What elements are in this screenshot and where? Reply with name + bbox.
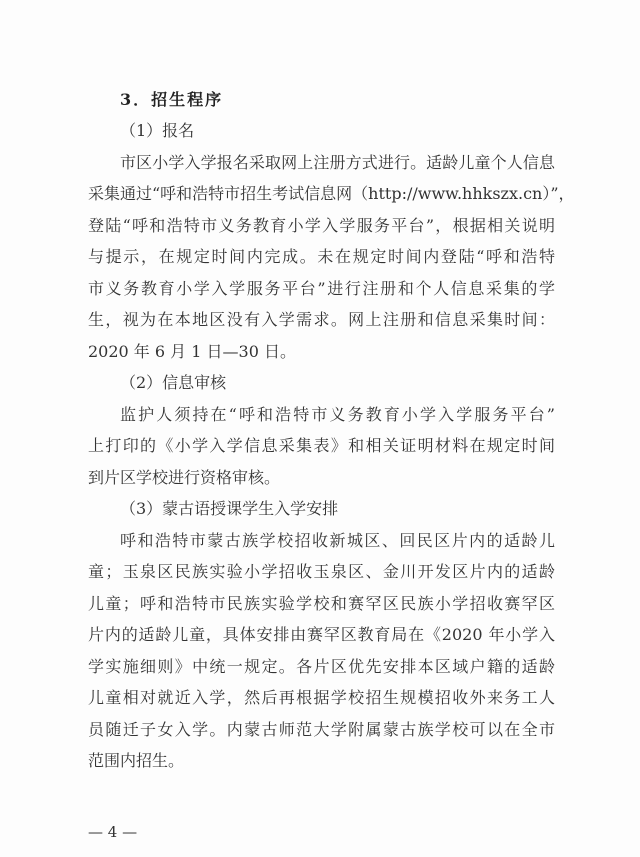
- paragraph-line: 登陆“呼和浩特市义务教育小学入学服务平台”，根据相关说明: [88, 215, 555, 235]
- paragraph-line: 范围内招生。: [88, 751, 185, 770]
- paragraph-line: 生，视为在本地区没有入学需求。网上注册和信息采集时间：: [88, 310, 555, 329]
- paragraph-line: 儿童相对就近入学，然后再根据学校招生规模招收外来务工人: [88, 688, 555, 707]
- paragraph-line: 采集通过“呼和浩特市招生考试信息网（http://www.hhkszx.cn）”，: [88, 184, 575, 203]
- paragraph-line: 呼和浩特市蒙古族学校招收新城区、回民区片内的适龄儿: [120, 530, 555, 550]
- paragraph-line: 儿童；呼和浩特市民族实验学校和赛罕区民族小学招收赛罕区: [88, 593, 555, 613]
- paragraph-line: 市区小学入学报名采取网上注册方式进行。适龄儿童个人信息: [120, 152, 555, 172]
- subsection-title: （1）报名: [120, 121, 195, 140]
- paragraph-line: 学实施细则》中统一规定。各片区优先安排本区域户籍的适龄: [88, 656, 555, 676]
- paragraph-line: 市义务教育小学入学服务平台”进行注册和个人信息采集的学: [88, 278, 555, 298]
- paragraph-line: 监护人须持在“呼和浩特市义务教育小学入学服务平台”: [120, 404, 555, 424]
- paragraph-line: 2020 年 6 月 1 日—30 日。: [88, 341, 296, 361]
- section-heading: 3．招生程序: [120, 90, 224, 109]
- paragraph-line: 员随迁子女入学。内蒙古师范大学附属蒙古族学校可以在全市: [88, 719, 555, 739]
- paragraph-line: 童；玉泉区民族实验小学招收玉泉区、金川开发区片内的适龄: [88, 562, 555, 581]
- page-number: — 4 —: [88, 823, 138, 841]
- paragraph-line: 与提示，在规定时间内完成。未在规定时间内登陆“呼和浩特: [88, 247, 555, 266]
- paragraph-line: 上打印的《小学入学信息采集表》和相关证明材料在规定时间: [88, 436, 555, 455]
- paragraph-line: 到片区学校进行资格审核。: [88, 467, 281, 487]
- paragraph-line: 片内的适龄儿童，具体安排由赛罕区教育局在《2020 年小学入: [88, 625, 555, 644]
- subsection-title: （2）信息审核: [120, 373, 227, 392]
- subsection-title: （3）蒙古语授课学生入学安排: [120, 499, 339, 518]
